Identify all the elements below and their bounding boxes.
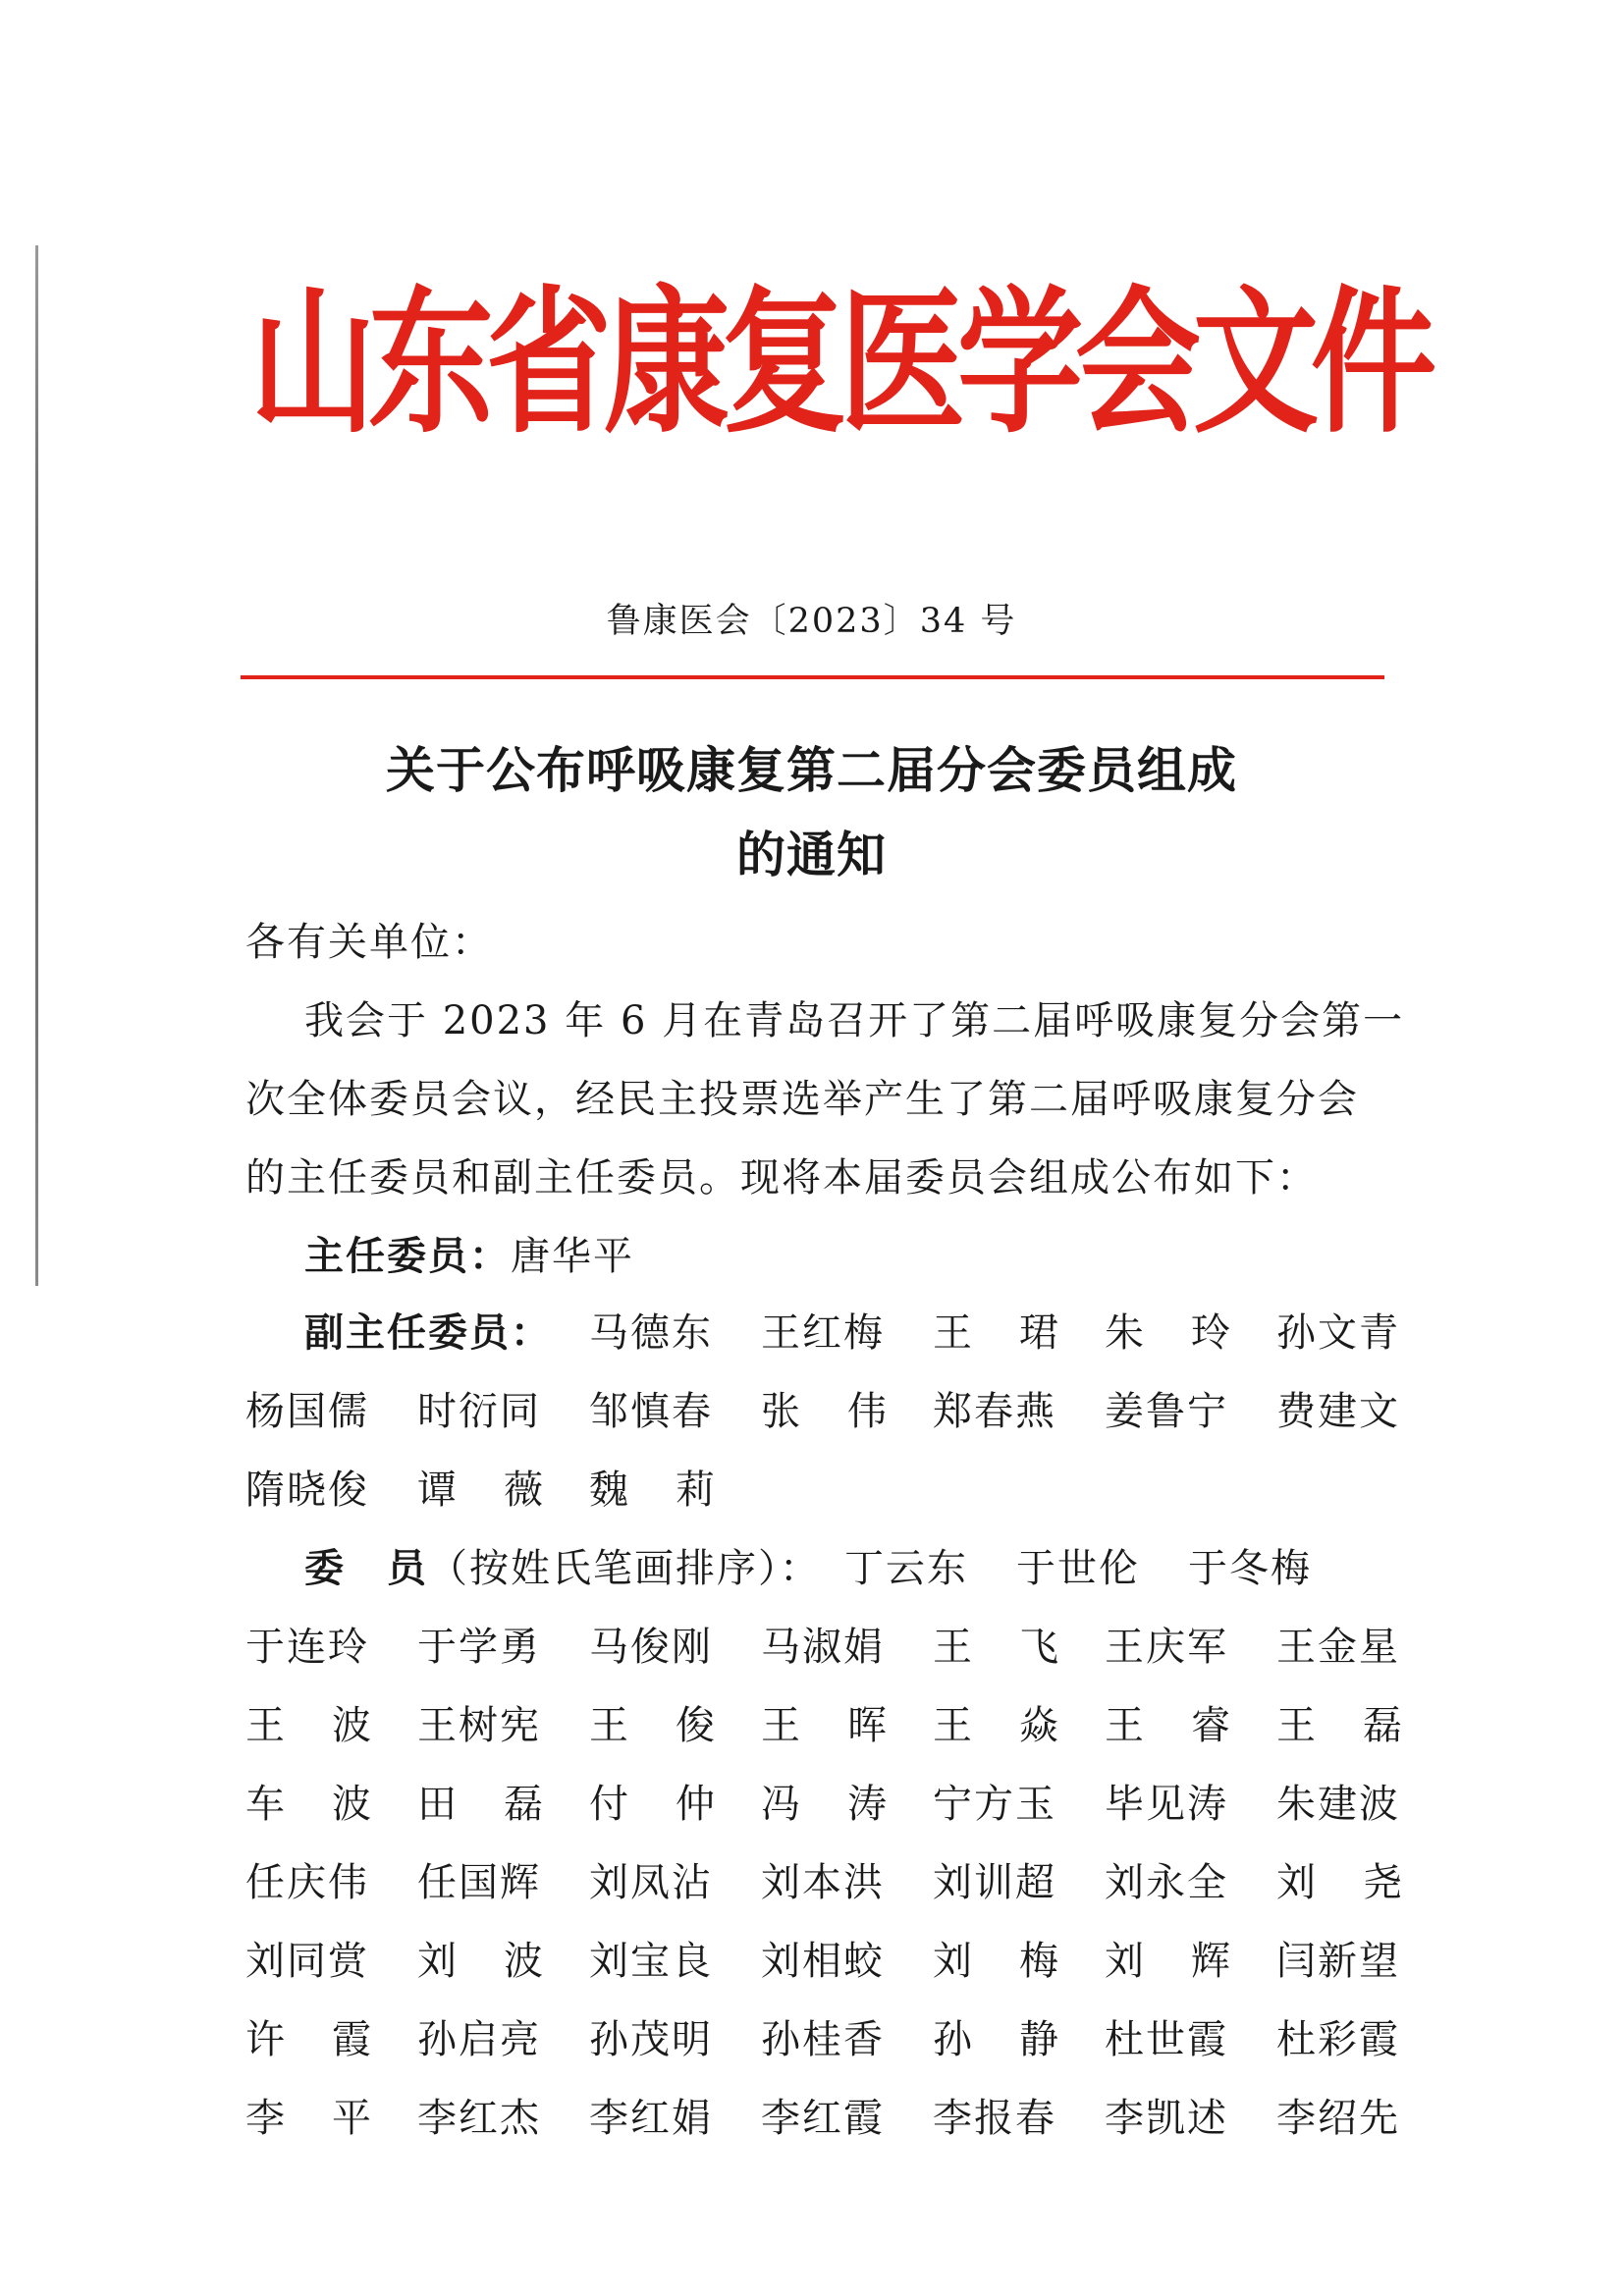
member-name: 王 俊 [589,1703,715,1748]
member-name: 许 霞 [245,2017,371,2062]
member-name: 杜世霞 [1105,2017,1228,2062]
paragraph-line: 我会于 2023 年 6 月在青岛召开了第二届呼吸康复分会第一 [304,998,1405,1043]
member-name: 冯 涛 [761,1782,887,1827]
vice-director-name: 魏 莉 [589,1468,715,1513]
paragraph-line: 次全体委员会议，经民主投票选举产生了第二届呼吸康复分会 [245,1077,1359,1122]
vice-director-name: 隋晓俊 [245,1468,369,1513]
member-name: 任国辉 [417,1860,541,1905]
members-label: 委 员 [304,1545,428,1591]
member-name: 孙 静 [933,2017,1058,2062]
notice-title-line-2: 的通知 [736,826,887,883]
vice-directors-label: 副主任委员： [304,1309,552,1356]
member-name: 闫新望 [1276,1939,1400,1984]
member-name: 王 睿 [1105,1703,1230,1748]
member-name: 孙启亮 [417,2017,541,2062]
member-name: 刘永全 [1105,1860,1228,1905]
director-name: 唐华平 [511,1234,634,1279]
member-name: 刘本洪 [761,1860,885,1905]
member-name: 于连玲 [245,1625,369,1670]
member-name: 刘宝良 [589,1939,713,1984]
member-name: 宁方玉 [933,1782,1056,1827]
member-name: 刘训超 [933,1860,1056,1905]
member-name: 李报春 [933,2096,1056,2141]
red-divider [241,675,1384,679]
member-name: 刘 尧 [1276,1860,1402,1905]
vice-director-name: 王 珺 [933,1310,1058,1356]
member-name: 刘 波 [417,1939,543,1984]
member-name: 王 晖 [761,1703,887,1748]
member-name: 刘 梅 [933,1939,1058,1984]
member-name: 任庆伟 [245,1860,369,1905]
vice-director-name: 郑春燕 [933,1389,1056,1434]
vice-director-name: 杨国儒 [245,1389,369,1434]
member-name: 于世伦 [1016,1546,1140,1591]
member-name: 孙桂香 [761,2017,885,2062]
member-name: 丁云东 [844,1546,968,1591]
member-name: 李绍先 [1276,2096,1400,2141]
member-name: 于冬梅 [1188,1546,1312,1591]
vice-director-name: 马德东 [589,1310,713,1356]
member-name: 王 波 [245,1703,371,1748]
member-name: 王树宪 [417,1703,541,1748]
vice-director-name: 姜鲁宁 [1105,1389,1228,1434]
director-line [304,1217,1473,1296]
vice-director-name: 谭 薇 [417,1468,543,1513]
member-name: 李红娟 [589,2096,713,2141]
member-name: 刘相蛟 [761,1939,885,1984]
members-note: （按姓氏笔画排序）： [428,1546,821,1591]
member-name: 刘同赏 [245,1939,369,1984]
member-name: 王庆军 [1105,1625,1228,1670]
member-name: 刘凤沾 [589,1860,713,1905]
member-name: 车 波 [245,1782,371,1827]
notice-title-line-1: 关于公布呼吸康复第二届分会委员组成 [386,741,1237,799]
member-name: 李红杰 [417,2096,541,2141]
members-line [304,1529,821,1608]
vice-director-name: 费建文 [1276,1389,1400,1434]
member-name: 马俊刚 [589,1625,713,1670]
vice-director-name: 张 伟 [761,1389,887,1434]
member-name: 马淑娟 [761,1625,885,1670]
member-name: 李红霞 [761,2096,885,2141]
member-name: 王金星 [1276,1625,1400,1670]
member-name: 王 飞 [933,1625,1058,1670]
vice-director-name: 时衍同 [417,1389,541,1434]
member-name: 王 焱 [933,1703,1058,1748]
member-name: 田 磊 [417,1782,543,1827]
member-name: 于学勇 [417,1625,541,1670]
member-name: 王 磊 [1276,1703,1402,1748]
member-name: 李 平 [245,2096,371,2141]
vice-director-name: 孙文青 [1276,1310,1400,1356]
director-label: 主任委员： [304,1233,511,1279]
member-name: 刘 辉 [1105,1939,1230,1984]
member-name: 杜彩霞 [1276,2017,1400,2062]
member-name: 李凯述 [1105,2096,1228,2141]
document-masthead: 山东省康复医学会文件 [250,271,1430,454]
vice-director-name: 朱 玲 [1105,1310,1230,1356]
member-name: 毕见涛 [1105,1782,1228,1827]
member-name: 朱建波 [1276,1782,1400,1827]
document-number: 鲁康医会〔2023〕34 号 [606,602,1017,641]
paragraph-line: 的主任委员和副主任委员。现将本届委员会组成公布如下： [245,1155,1318,1201]
vice-director-name: 邹慎春 [589,1389,713,1434]
member-name: 付 仲 [589,1782,715,1827]
salutation: 各有关单位： [245,920,493,965]
member-name: 孙茂明 [589,2017,713,2062]
vice-director-name: 王红梅 [761,1310,885,1356]
